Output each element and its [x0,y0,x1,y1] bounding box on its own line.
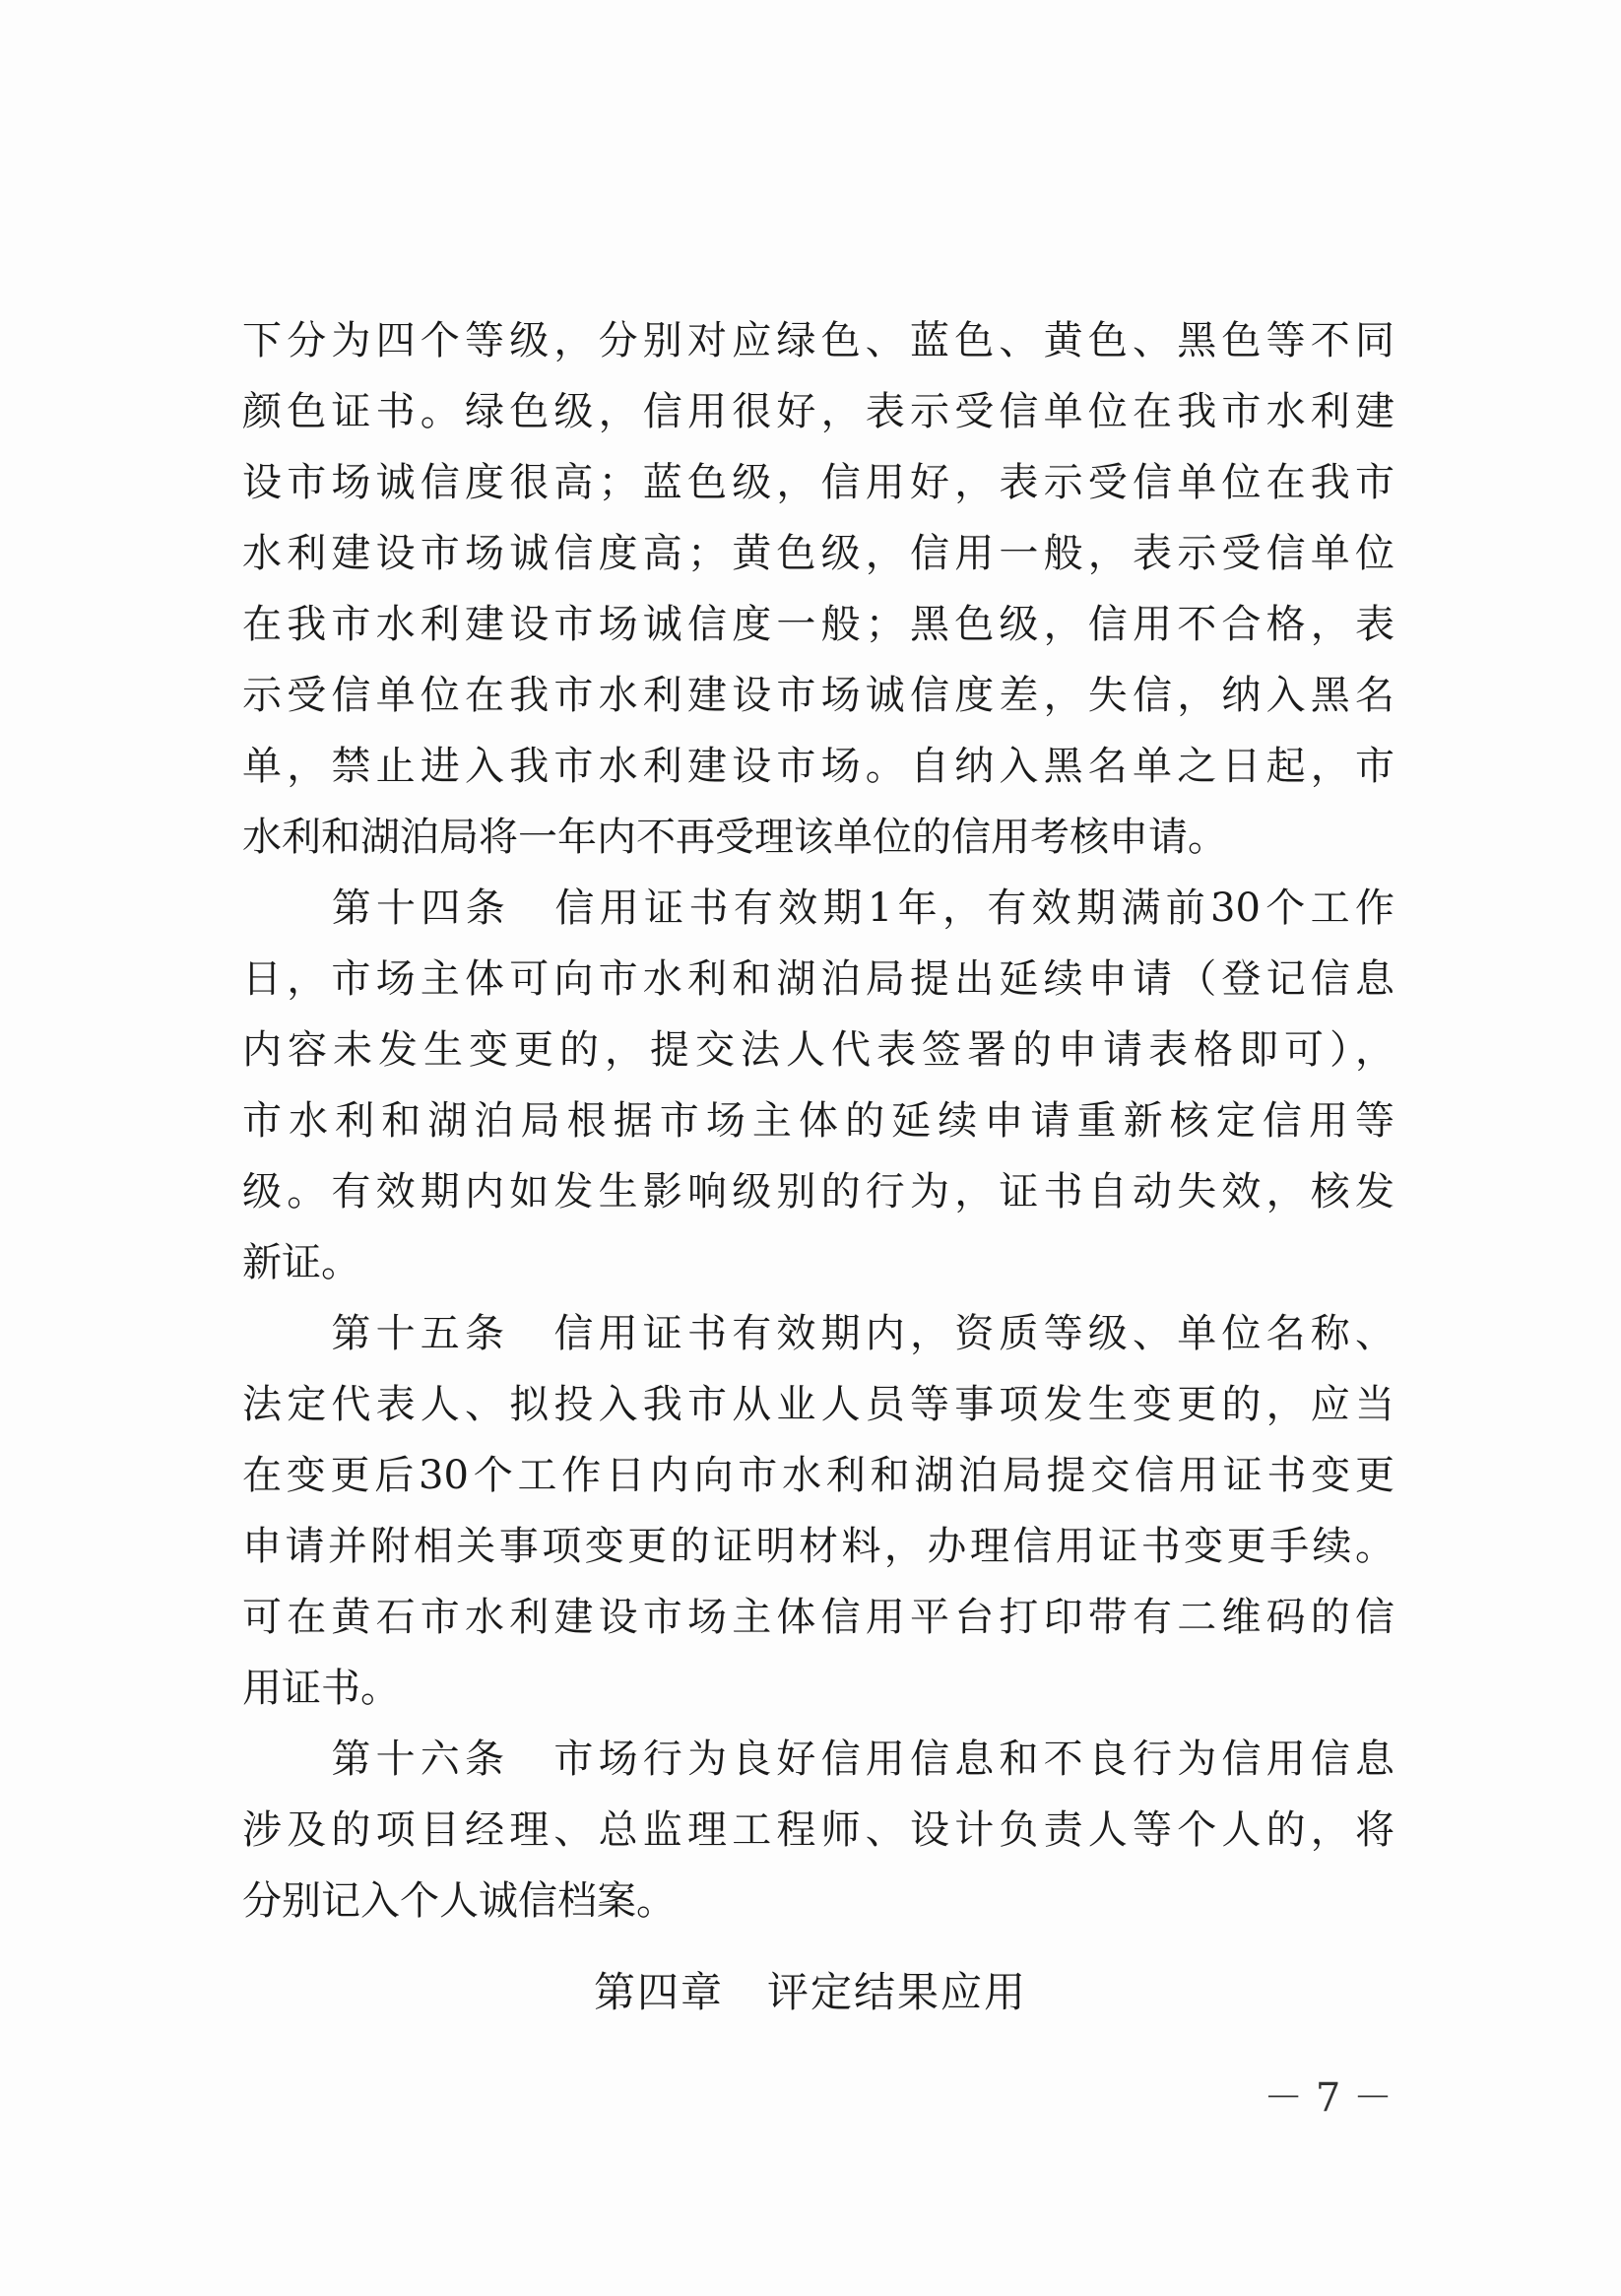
text-line: 用证书。 [242,1666,400,1711]
text-line: 市水利和湖泊局根据市场主体的延续申请重新核定信用等 [242,1098,1394,1144]
text-line: 申请并附相关事项变更的证明材料，办理信用证书变更手续。 [242,1524,1394,1569]
text-line: 单，禁止进入我市水利建设市场。自纳入黑名单之日起，市 [242,744,1394,789]
text-line: 颜色证书。绿色级，信用很好，表示受信单位在我市水利建 [242,389,1394,434]
text-line: 法定代表人、拟投入我市从业人员等事项发生变更的，应当 [242,1382,1394,1427]
text-line: 在变更后30个工作日内向市水利和湖泊局提交信用证书变更 [242,1453,1394,1498]
body-text [242,305,1394,1936]
text-line: 内容未发生变更的，提交法人代表签署的申请表格即可）， [242,1027,1394,1073]
text-line: 水利建设市场诚信度高；黄色级，信用一般，表示受信单位 [242,531,1394,576]
article-14-line: 第十四条 信用证书有效期1年，有效期满前30个工作 [242,886,1394,931]
text-line: 设市场诚信度很高；蓝色级，信用好，表示受信单位在我市 [242,460,1394,505]
text-line: 下分为四个等级，分别对应绿色、蓝色、黄色、黑色等不同 [242,318,1394,363]
page-number: － 7 － [1264,2075,1393,2121]
text-line: 水利和湖泊局将一年内不再受理该单位的信用考核申请。 [242,815,1227,860]
text-line: 示受信单位在我市水利建设市场诚信度差，失信，纳入黑名 [242,673,1394,718]
text-line: 涉及的项目经理、总监理工程师、设计负责人等个人的，将 [242,1807,1394,1853]
chapter-heading: 第四章 评定结果应用 [593,1968,1027,2016]
text-line: 日，市场主体可向市水利和湖泊局提出延续申请（登记信息 [242,956,1394,1002]
text-line: 可在黄石市水利建设市场主体信用平台打印带有二维码的信 [242,1595,1394,1640]
text-line: 分别记入个人诚信档案。 [242,1878,676,1924]
article-15-line: 第十五条 信用证书有效期内，资质等级、单位名称、 [242,1311,1394,1356]
text-line: 在我市水利建设市场诚信度一般；黑色级，信用不合格，表 [242,602,1394,647]
article-16-line: 第十六条 市场行为良好信用信息和不良行为信用信息 [242,1737,1394,1782]
text-line: 新证。 [242,1240,360,1285]
text-line: 级。有效期内如发生影响级别的行为，证书自动失效，核发 [242,1169,1394,1214]
